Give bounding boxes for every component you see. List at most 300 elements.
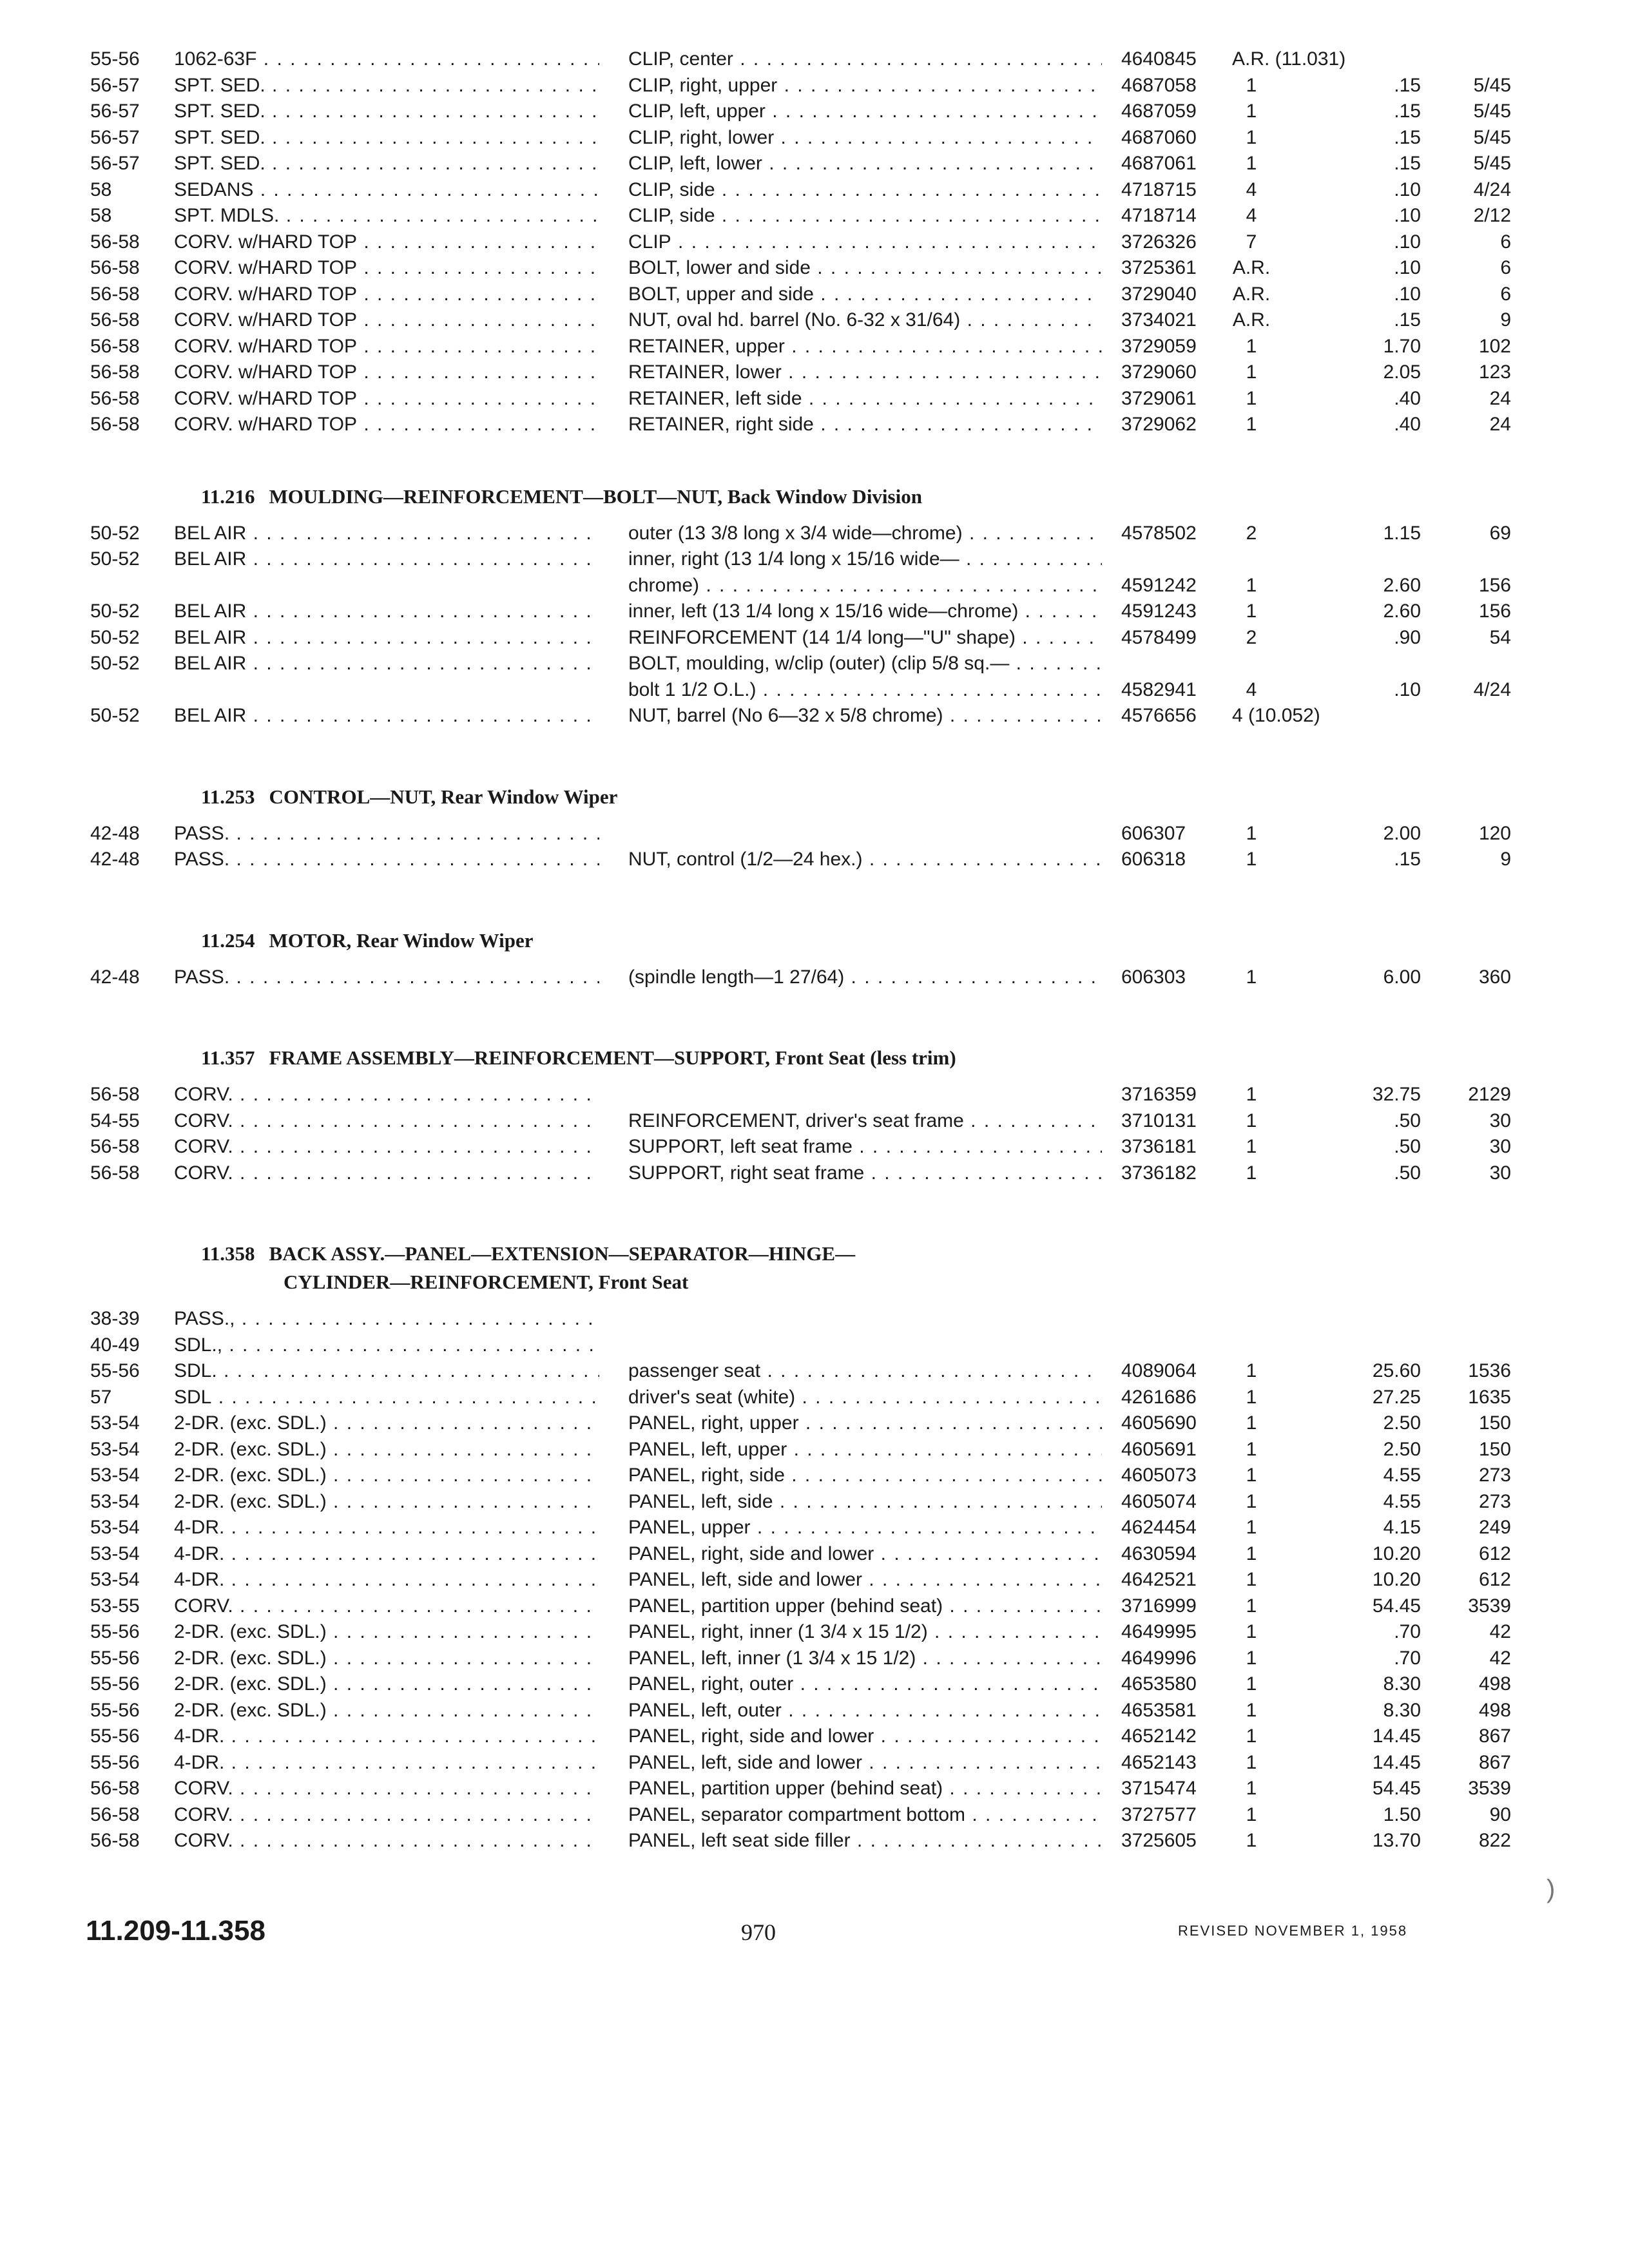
table-row	[0, 125, 1629, 151]
model-cell: SPT. MDLS. . . .	[174, 203, 599, 229]
price-cell: .40	[1394, 414, 1421, 435]
description-cell: driver's seat (white) . . .	[628, 1385, 1102, 1410]
year-cell: 53-54	[90, 1465, 140, 1486]
year-cell: 55-56	[90, 1699, 140, 1721]
description-cell: NUT, barrel (No 6—32 x 5/8 chrome) . . .	[628, 703, 1102, 729]
model-cell: 2-DR. (exc. SDL.) . . .	[174, 1698, 599, 1724]
price-cell: .15	[1394, 309, 1421, 331]
quantity-cell: 4	[1246, 178, 1257, 200]
year-cell: 42-48	[90, 849, 140, 870]
weight-cell: 90	[1489, 1803, 1511, 1825]
table-row	[0, 1671, 1629, 1697]
weight-cell: 498	[1478, 1699, 1511, 1721]
weight-cell: 6	[1500, 283, 1511, 305]
year-cell: 56-57	[90, 74, 140, 96]
weight-cell: 5/45	[1473, 126, 1511, 148]
part-number-cell: 4718714	[1121, 205, 1197, 226]
quantity-cell: 1	[1246, 1725, 1257, 1747]
model-cell: 4-DR. . . .	[174, 1724, 599, 1749]
description-cell: inner, left (13 1/4 long x 15/16 wide—chrome) . . .	[628, 599, 1102, 624]
price-cell: 1.15	[1383, 522, 1421, 544]
price-cell: 54.45	[1372, 1595, 1421, 1617]
weight-cell: 6	[1500, 257, 1511, 278]
model-cell: CORV. w/HARD TOP . . .	[174, 412, 599, 437]
part-number-cell: 3736181	[1121, 1136, 1197, 1157]
description-cell: NUT, oval hd. barrel (No. 6-32 x 31/64) . . .	[628, 307, 1102, 333]
part-number-cell: 3715474	[1121, 1778, 1197, 1799]
model-cell: BEL AIR . . .	[174, 521, 599, 546]
quantity-cell: A.R.	[1232, 257, 1271, 278]
price-cell: 10.20	[1372, 1542, 1421, 1564]
model-cell: PASS. . . .	[174, 965, 599, 990]
year-cell: 42-48	[90, 822, 140, 844]
table-row	[0, 521, 1629, 546]
year-cell: 56-57	[90, 126, 140, 148]
year-cell: 55-56	[90, 1621, 140, 1642]
quantity-cell: 1	[1246, 1621, 1257, 1642]
model-cell: CORV. w/HARD TOP . . .	[174, 360, 599, 385]
year-cell: 55-56	[90, 1360, 140, 1381]
description-cell: RETAINER, left side . . .	[628, 386, 1102, 412]
quantity-cell: 4 (10.052)	[1232, 705, 1320, 726]
price-cell: .10	[1394, 678, 1421, 700]
part-number-cell: 3726326	[1121, 231, 1197, 253]
weight-cell: 4/24	[1473, 178, 1511, 200]
table-row	[0, 1619, 1629, 1645]
price-cell: 32.75	[1372, 1084, 1421, 1105]
part-number-cell: 4640845	[1121, 48, 1197, 70]
price-cell: .40	[1394, 387, 1421, 409]
quantity-cell: 1	[1246, 1647, 1257, 1669]
year-cell: 50-52	[90, 548, 140, 570]
table-row	[0, 46, 1629, 72]
model-cell: PASS. . . .	[174, 821, 599, 847]
weight-cell: 54	[1489, 626, 1511, 648]
quantity-cell: 1	[1246, 1517, 1257, 1538]
quantity-cell: 1	[1246, 1595, 1257, 1617]
description-cell: PANEL, right, side . . .	[628, 1463, 1102, 1488]
year-cell: 58	[90, 178, 112, 200]
part-number-cell: 3729040	[1121, 283, 1197, 305]
description-cell: BOLT, moulding, w/clip (outer) (clip 5/8 sq.— . . .	[628, 651, 1102, 677]
quantity-cell: 1	[1246, 1110, 1257, 1131]
quantity-cell: 1	[1246, 1673, 1257, 1695]
description-cell: outer (13 3/8 long x 3/4 wide—chrome) . . .	[628, 521, 1102, 546]
year-cell: 56-58	[90, 1084, 140, 1105]
quantity-cell: 1	[1246, 1830, 1257, 1851]
description-cell: CLIP, left, upper . . .	[628, 99, 1102, 124]
quantity-cell: 1	[1246, 966, 1257, 988]
part-number-cell: 4718715	[1121, 178, 1197, 200]
price-cell: 2.50	[1383, 1438, 1421, 1460]
description-cell: PANEL, right, side and lower . . .	[628, 1541, 1102, 1567]
year-cell: 56-58	[90, 231, 140, 253]
description-cell: CLIP, right, upper . . .	[628, 73, 1102, 99]
description-cell: PANEL, left, inner (1 3/4 x 15 1/2) . . .	[628, 1646, 1102, 1671]
price-cell: .70	[1394, 1621, 1421, 1642]
description-cell: PANEL, left, outer . . .	[628, 1698, 1102, 1724]
weight-cell: 123	[1478, 361, 1511, 383]
weight-cell: 273	[1478, 1490, 1511, 1512]
description-cell: PANEL, left, side and lower . . .	[628, 1567, 1102, 1593]
model-cell: 1062-63F . . .	[174, 46, 599, 72]
weight-cell: 360	[1478, 966, 1511, 988]
quantity-cell: 1	[1246, 1136, 1257, 1157]
section-heading	[201, 483, 922, 510]
model-cell: BEL AIR . . .	[174, 599, 599, 624]
quantity-cell: 1	[1246, 574, 1257, 596]
table-row	[0, 1802, 1629, 1828]
description-cell: BOLT, upper and side . . .	[628, 282, 1102, 307]
table-row	[0, 1646, 1629, 1671]
year-cell: 57	[90, 1386, 112, 1408]
table-row	[0, 1515, 1629, 1541]
price-cell: 6.00	[1383, 966, 1421, 988]
price-cell: 4.15	[1383, 1517, 1421, 1538]
table-row	[0, 1489, 1629, 1515]
weight-cell: 6	[1500, 231, 1511, 253]
quantity-cell: 1	[1246, 1803, 1257, 1825]
quantity-cell: 2	[1246, 626, 1257, 648]
model-cell: CORV. w/HARD TOP . . .	[174, 307, 599, 333]
description-cell: PANEL, left, side and lower . . .	[628, 1750, 1102, 1776]
year-cell: 56-58	[90, 361, 140, 383]
weight-cell: 5/45	[1473, 153, 1511, 174]
model-cell: 2-DR. (exc. SDL.) . . .	[174, 1437, 599, 1463]
part-number-cell: 3729062	[1121, 414, 1197, 435]
part-number-cell: 3725361	[1121, 257, 1197, 278]
weight-cell: 249	[1478, 1517, 1511, 1538]
price-cell: 14.45	[1372, 1751, 1421, 1773]
model-cell: BEL AIR . . .	[174, 625, 599, 651]
table-row	[0, 677, 1629, 703]
price-cell: 2.60	[1383, 601, 1421, 622]
description-cell: PANEL, partition upper (behind seat) . . .	[628, 1593, 1102, 1619]
section-title: BACK ASSY.—PANEL—EXTENSION—SEPARATOR—HINGE—	[269, 1242, 856, 1265]
model-cell: CORV. . . .	[174, 1160, 599, 1186]
year-cell: 53-55	[90, 1595, 140, 1617]
price-cell: .10	[1394, 257, 1421, 278]
part-number-cell: 3710131	[1121, 1110, 1197, 1131]
year-cell: 55-56	[90, 48, 140, 70]
table-row	[0, 1750, 1629, 1776]
model-cell: 4-DR. . . .	[174, 1750, 599, 1776]
year-cell: 53-54	[90, 1438, 140, 1460]
price-cell: .15	[1394, 849, 1421, 870]
description-cell: PANEL, left, side . . .	[628, 1489, 1102, 1515]
table-row	[0, 73, 1629, 99]
quantity-cell: 1	[1246, 387, 1257, 409]
part-number-cell: 606307	[1121, 822, 1186, 844]
year-cell: 50-52	[90, 601, 140, 622]
table-row	[0, 282, 1629, 307]
weight-cell: 156	[1478, 601, 1511, 622]
quantity-cell: 1	[1246, 101, 1257, 122]
description-cell: CLIP, center . . .	[628, 46, 1102, 72]
table-row	[0, 651, 1629, 677]
table-row	[0, 1724, 1629, 1749]
table-row	[0, 599, 1629, 624]
description-cell: RETAINER, upper . . .	[628, 334, 1102, 360]
quantity-cell: 1	[1246, 1162, 1257, 1184]
model-cell: 2-DR. (exc. SDL.) . . .	[174, 1410, 599, 1436]
model-cell: BEL AIR . . .	[174, 703, 599, 729]
part-number-cell: 4649996	[1121, 1647, 1197, 1669]
part-number-cell: 4687061	[1121, 153, 1197, 174]
description-cell: RETAINER, lower . . .	[628, 360, 1102, 385]
price-cell: 2.50	[1383, 1412, 1421, 1434]
price-cell: 8.30	[1383, 1673, 1421, 1695]
table-row	[0, 1306, 1629, 1332]
quantity-cell: 1	[1246, 1699, 1257, 1721]
table-row	[0, 334, 1629, 360]
price-cell: .15	[1394, 101, 1421, 122]
part-number-cell: 4649995	[1121, 1621, 1197, 1642]
description-cell: PANEL, right, upper . . .	[628, 1410, 1102, 1436]
model-cell: 2-DR. (exc. SDL.) . . .	[174, 1489, 599, 1515]
table-row	[0, 203, 1629, 229]
part-number-cell: 606303	[1121, 966, 1186, 988]
weight-cell: 273	[1478, 1465, 1511, 1486]
weight-cell: 150	[1478, 1412, 1511, 1434]
quantity-cell: 1	[1246, 601, 1257, 622]
table-row	[0, 360, 1629, 385]
section-title: FRAME ASSEMBLY—REINFORCEMENT—SUPPORT, Front Seat (less trim)	[269, 1046, 956, 1069]
model-cell: 4-DR. . . .	[174, 1541, 599, 1567]
footer-section-range: 11.209-11.358	[86, 1915, 265, 1946]
table-row	[0, 1437, 1629, 1463]
year-cell: 56-58	[90, 1778, 140, 1799]
model-cell: BEL AIR . . .	[174, 546, 599, 572]
table-row	[0, 847, 1629, 872]
part-number-cell: 4642521	[1121, 1569, 1197, 1590]
weight-cell: 1635	[1468, 1386, 1511, 1408]
model-cell: 4-DR. . . .	[174, 1567, 599, 1593]
model-cell: SDL. . . .	[174, 1358, 599, 1384]
price-cell: 10.20	[1372, 1569, 1421, 1590]
part-number-cell: 606318	[1121, 849, 1186, 870]
year-cell: 56-58	[90, 335, 140, 357]
year-cell: 56-58	[90, 1136, 140, 1157]
price-cell: 25.60	[1372, 1360, 1421, 1381]
price-cell: 2.05	[1383, 361, 1421, 383]
part-number-cell: 3729061	[1121, 387, 1197, 409]
section-title: MOTOR, Rear Window Wiper	[269, 928, 534, 952]
year-cell: 55-56	[90, 1673, 140, 1695]
quantity-cell: A.R.	[1232, 309, 1271, 331]
model-cell: 2-DR. (exc. SDL.) . . .	[174, 1619, 599, 1645]
description-cell: PANEL, right, inner (1 3/4 x 15 1/2) . . .	[628, 1619, 1102, 1645]
year-cell: 56-58	[90, 1162, 140, 1184]
part-number-cell: 4630594	[1121, 1542, 1197, 1564]
year-cell: 50-52	[90, 705, 140, 726]
weight-cell: 867	[1478, 1751, 1511, 1773]
price-cell: 4.55	[1383, 1465, 1421, 1486]
year-cell: 53-54	[90, 1542, 140, 1564]
description-cell: inner, right (13 1/4 long x 15/16 wide— . . .	[628, 546, 1102, 572]
footer-page-number: 970	[741, 1919, 776, 1945]
price-cell: .15	[1394, 74, 1421, 96]
year-cell: 53-54	[90, 1569, 140, 1590]
part-number-cell: 4605691	[1121, 1438, 1197, 1460]
price-cell: 1.70	[1383, 335, 1421, 357]
weight-cell: 4/24	[1473, 678, 1511, 700]
part-number-cell: 4591242	[1121, 574, 1197, 596]
price-cell: .50	[1394, 1162, 1421, 1184]
weight-cell: 3539	[1468, 1595, 1511, 1617]
description-cell: CLIP, left, lower . . .	[628, 151, 1102, 177]
description-cell: PANEL, right, side and lower . . .	[628, 1724, 1102, 1749]
table-row	[0, 1160, 1629, 1186]
section-heading	[201, 1044, 956, 1072]
year-cell: 56-58	[90, 1803, 140, 1825]
weight-cell: 3539	[1468, 1778, 1511, 1799]
part-number-cell: 4652143	[1121, 1751, 1197, 1773]
year-cell: 40-49	[90, 1334, 140, 1356]
part-number-cell: 3725605	[1121, 1830, 1197, 1851]
quantity-cell: 1	[1246, 1360, 1257, 1381]
price-cell: .10	[1394, 178, 1421, 200]
weight-cell: 42	[1489, 1621, 1511, 1642]
footer-revised-date: REVISED NOVEMBER 1, 1958	[1178, 1923, 1408, 1939]
price-cell: 13.70	[1372, 1830, 1421, 1851]
part-number-cell: 3716999	[1121, 1595, 1197, 1617]
part-number-cell: 4605073	[1121, 1465, 1197, 1486]
weight-cell: 867	[1478, 1725, 1511, 1747]
section-heading	[201, 927, 534, 954]
model-cell: CORV. . . .	[174, 1828, 599, 1854]
model-cell: 4-DR. . . .	[174, 1515, 599, 1541]
year-cell: 55-56	[90, 1725, 140, 1747]
part-number-cell: 4687060	[1121, 126, 1197, 148]
part-number-cell: 4578499	[1121, 626, 1197, 648]
part-number-cell: 4576656	[1121, 705, 1197, 726]
model-cell: PASS., . . .	[174, 1306, 599, 1332]
description-cell: CLIP . . .	[628, 229, 1102, 255]
quantity-cell: 7	[1246, 231, 1257, 253]
price-cell: 14.45	[1372, 1725, 1421, 1747]
section-number: 11.253	[201, 785, 255, 808]
table-row	[0, 703, 1629, 729]
year-cell: 55-56	[90, 1751, 140, 1773]
part-number-cell: 3734021	[1121, 309, 1197, 331]
description-cell: REINFORCEMENT (14 1/4 long—"U" shape) . . .	[628, 625, 1102, 651]
weight-cell: 822	[1478, 1830, 1511, 1851]
model-cell: 2-DR. (exc. SDL.) . . .	[174, 1646, 599, 1671]
model-cell: CORV. . . .	[174, 1134, 599, 1160]
table-row	[0, 821, 1629, 847]
part-number-cell: 3729059	[1121, 335, 1197, 357]
quantity-cell: 4	[1246, 678, 1257, 700]
model-cell: CORV. w/HARD TOP . . .	[174, 255, 599, 281]
weight-cell: 5/45	[1473, 101, 1511, 122]
table-row	[0, 1410, 1629, 1436]
description-cell: PANEL, partition upper (behind seat) . . .	[628, 1776, 1102, 1802]
part-number-cell: 4605074	[1121, 1490, 1197, 1512]
weight-cell: 42	[1489, 1647, 1511, 1669]
price-cell: 4.55	[1383, 1490, 1421, 1512]
price-cell: 2.00	[1383, 822, 1421, 844]
table-row	[0, 1108, 1629, 1134]
quantity-cell: 1	[1246, 1490, 1257, 1512]
description-cell: REINFORCEMENT, driver's seat frame . . .	[628, 1108, 1102, 1134]
price-cell: 27.25	[1372, 1386, 1421, 1408]
model-cell: 2-DR. (exc. SDL.) . . .	[174, 1671, 599, 1697]
section-number: 11.357	[201, 1046, 255, 1069]
description-cell: CLIP, side . . .	[628, 177, 1102, 203]
year-cell: 53-54	[90, 1490, 140, 1512]
description-cell: CLIP, side . . .	[628, 203, 1102, 229]
price-cell: .10	[1394, 231, 1421, 253]
table-row	[0, 1082, 1629, 1108]
model-cell: CORV. . . .	[174, 1776, 599, 1802]
table-row	[0, 1776, 1629, 1802]
price-cell: .70	[1394, 1647, 1421, 1669]
table-row	[0, 307, 1629, 333]
year-cell: 56-57	[90, 101, 140, 122]
margin-mark: )	[1547, 1875, 1556, 1903]
description-cell: PANEL, upper . . .	[628, 1515, 1102, 1541]
section-title: MOULDING—REINFORCEMENT—BOLT—NUT, Back Window Division	[269, 485, 922, 508]
part-number-cell: 4578502	[1121, 522, 1197, 544]
part-number-cell: 3716359	[1121, 1084, 1197, 1105]
year-cell: 38-39	[90, 1308, 140, 1329]
year-cell: 56-58	[90, 257, 140, 278]
quantity-cell: 1	[1246, 1412, 1257, 1434]
model-cell: CORV. w/HARD TOP . . .	[174, 334, 599, 360]
year-cell: 55-56	[90, 1647, 140, 1669]
part-number-cell: 4591243	[1121, 601, 1197, 622]
description-cell: bolt 1 1/2 O.L.) . . .	[628, 677, 1102, 703]
price-cell: 1.50	[1383, 1803, 1421, 1825]
model-cell: SEDANS . . .	[174, 177, 599, 203]
year-cell: 50-52	[90, 522, 140, 544]
table-row	[0, 229, 1629, 255]
model-cell: SPT. SED. . . .	[174, 73, 599, 99]
table-row	[0, 1567, 1629, 1593]
year-cell: 56-58	[90, 1830, 140, 1851]
model-cell: CORV. w/HARD TOP . . .	[174, 229, 599, 255]
table-row	[0, 1593, 1629, 1619]
year-cell: 58	[90, 205, 112, 226]
weight-cell: 5/45	[1473, 74, 1511, 96]
price-cell: 2.60	[1383, 574, 1421, 596]
year-cell: 56-58	[90, 387, 140, 409]
quantity-cell: 1	[1246, 1084, 1257, 1105]
model-cell: CORV. . . .	[174, 1108, 599, 1134]
model-cell: CORV. w/HARD TOP . . .	[174, 282, 599, 307]
quantity-cell: 1	[1246, 1465, 1257, 1486]
quantity-cell: 1	[1246, 1438, 1257, 1460]
quantity-cell: 1	[1246, 849, 1257, 870]
part-number-cell: 4261686	[1121, 1386, 1197, 1408]
description-cell: RETAINER, right side . . .	[628, 412, 1102, 437]
quantity-cell: 1	[1246, 1386, 1257, 1408]
section-heading	[201, 1240, 855, 1267]
price-cell: 8.30	[1383, 1699, 1421, 1721]
year-cell: 56-58	[90, 283, 140, 305]
quantity-cell: 4	[1246, 205, 1257, 226]
weight-cell: 30	[1489, 1162, 1511, 1184]
year-cell: 50-52	[90, 653, 140, 674]
model-cell: 2-DR. (exc. SDL.) . . .	[174, 1463, 599, 1488]
weight-cell: 2129	[1468, 1084, 1511, 1105]
weight-cell: 102	[1478, 335, 1511, 357]
part-number-cell: 4089064	[1121, 1360, 1197, 1381]
table-row	[0, 1358, 1629, 1384]
model-cell: CORV. . . .	[174, 1802, 599, 1828]
table-row	[0, 1463, 1629, 1488]
